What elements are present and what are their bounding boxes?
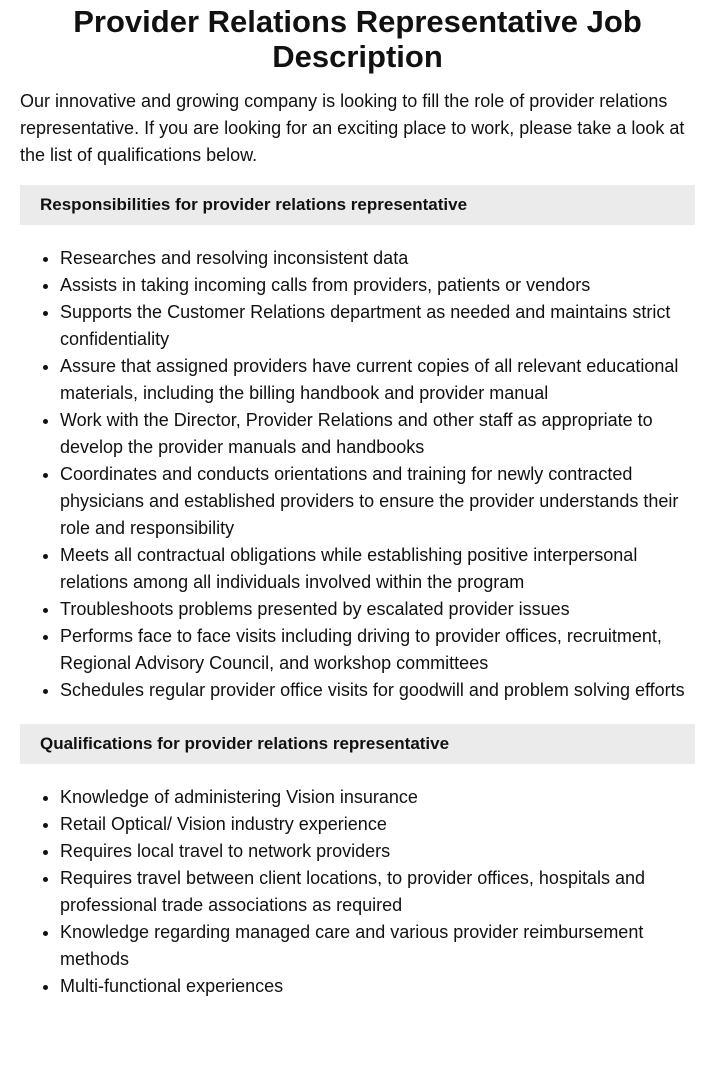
list-item: • Requires travel between client locations, to provider offices, hospitals and professional trade associations as required: [60, 865, 695, 919]
list-item: • Retail Optical/ Vision industry experience: [60, 811, 695, 838]
list-item: • Schedules regular provider office visits for goodwill and problem solving efforts: [60, 677, 695, 704]
section-heading: Qualifications for provider relations representative: [20, 724, 695, 764]
list-item: • Troubleshoots problems presented by escalated provider issues: [60, 596, 695, 623]
list-item: • Work with the Director, Provider Relations and other staff as appropriate to develop the provider manuals and handbooks: [60, 407, 695, 461]
list-item: • Researches and resolving inconsistent data: [60, 245, 695, 272]
list-item: • Assure that assigned providers have current copies of all relevant educational materials, including the billing handbook and provider manual: [60, 353, 695, 407]
section-list: [20, 784, 695, 1000]
list-item: • Knowledge regarding managed care and various provider reimbursement methods: [60, 919, 695, 973]
list-item: • Knowledge of administering Vision insurance: [60, 784, 695, 811]
section-heading: Responsibilities for provider relations representative: [20, 185, 695, 225]
section-list: [20, 245, 695, 704]
list-item: • Performs face to face visits including driving to provider offices, recruitment, Regional Advisory Council, and workshop committees: [60, 623, 695, 677]
list-item: • Assists in taking incoming calls from providers, patients or vendors: [60, 272, 695, 299]
page-title: Provider Relations Representative Job Description: [73, 4, 642, 74]
list-item: • Multi-functional experiences: [60, 973, 695, 1000]
intro-paragraph: Our innovative and growing company is looking to fill the role of provider relations representative. If you are looking for an exciting place to work, please take a look at the list of qualifications below.: [20, 91, 685, 165]
list-item: • Coordinates and conducts orientations and training for newly contracted physicians and established providers to ensure the provider understands their role and responsibility: [60, 461, 695, 542]
list-item: • Meets all contractual obligations while establishing positive interpersonal relations among all individuals involved within the program: [60, 542, 695, 596]
list-item: • Requires local travel to network providers: [60, 838, 695, 865]
list-item: • Supports the Customer Relations department as needed and maintains strict confidentiality: [60, 299, 695, 353]
job-description: [0, 4, 720, 1000]
